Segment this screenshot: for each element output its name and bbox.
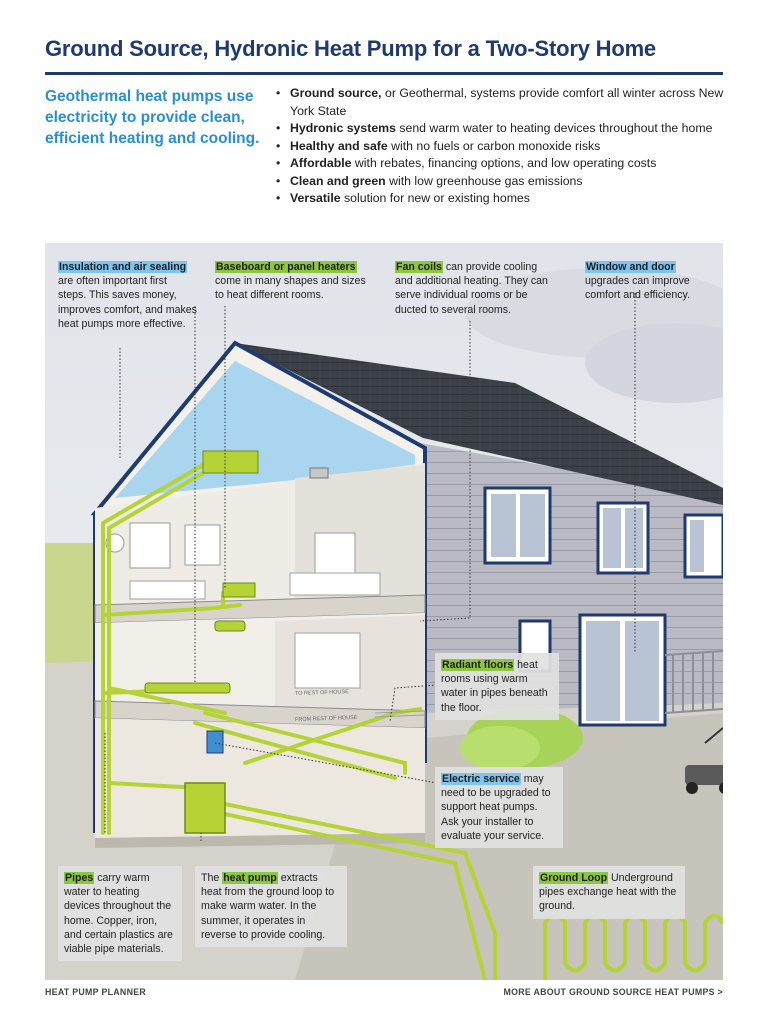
side-window <box>685 515 723 577</box>
callout-ground-loop: Ground Loop Underground pipes exchange heat with the ground. <box>533 866 685 919</box>
callout-window-door: Window and door upgrades can improve comfort and efficiency. <box>585 261 691 302</box>
benefit-item: • Clean and green with low greenhouse gas emissions <box>276 173 726 191</box>
benefit-item: • Ground source, or Geothermal, systems provide comfort all winter across New York State <box>276 85 726 120</box>
callout-electric-service: Electric service may need to be upgraded to support heat pumps. Ask your installer to evaluate your service. <box>435 767 563 848</box>
electric-panel <box>207 731 223 753</box>
ceiling-vent <box>310 468 328 478</box>
from-rest-of-house-label: FROM REST OF HOUSE <box>294 714 358 723</box>
panel-heater <box>215 621 245 631</box>
to-rest-of-house-label: TO REST OF HOUSE <box>294 689 349 697</box>
sofa <box>130 581 205 599</box>
bedroom-door <box>315 533 355 578</box>
callout-fan-coils: Fan coils can provide cooling and additional heating. They can serve individual rooms or be ducted to several rooms. <box>395 261 548 316</box>
benefit-item: • Versatile solution for new or existing homes <box>276 190 726 208</box>
page-title: Ground Source, Hydronic Heat Pump for a Two-Story Home <box>45 36 656 61</box>
house-illustration <box>45 243 723 980</box>
callout-pipes: Pipes carry warm water to heating devices throughout the home. Copper, iron, and certain plastics are viable pipe materials. <box>58 866 182 961</box>
benefit-item: • Hydronic systems send warm water to heating devices throughout the home <box>276 120 726 138</box>
bedroom-window <box>130 523 170 568</box>
callout-heat-pump: The heat pump extracts heat from the ground loop to make warm water. In the summer, it operates in reverse to provide cooling. <box>195 866 347 947</box>
fan-coil-unit <box>203 451 258 473</box>
benefit-item: • Healthy and safe with no fuels or carbon monoxide risks <box>276 138 726 156</box>
side-window <box>598 503 648 573</box>
bed <box>290 573 380 595</box>
callout-radiant-floors: Radiant floors heat rooms using warm water in pipes beneath the floor. <box>435 653 559 720</box>
footer-planner-label: HEAT PUMP PLANNER <box>45 987 147 997</box>
callout-insulation: Insulation and air sealing are often important first steps. This saves money, improves comfort, and makes heat pumps more effective. <box>58 261 197 330</box>
title-divider <box>45 72 723 75</box>
kitchen-cabinets <box>295 633 360 688</box>
bedroom-window <box>185 525 220 565</box>
benefit-item: • Affordable with rebates, financing options, and low operating costs <box>276 155 726 173</box>
baseboard-heater <box>145 683 230 693</box>
shrub <box>460 726 540 770</box>
callout-baseboard: Baseboard or panel heaters come in many shapes and sizes to heat different rooms. <box>215 261 366 302</box>
baseboard-heater <box>223 583 255 597</box>
footer-more-link[interactable]: MORE ABOUT GROUND SOURCE HEAT PUMPS > <box>503 987 723 997</box>
heat-pump-unit <box>185 783 225 833</box>
sliding-door <box>580 615 665 725</box>
side-window <box>485 488 550 563</box>
lead-text: Geothermal heat pumps use electricity to provide clean, efficient heating and cooling. <box>45 88 260 147</box>
benefit-list <box>276 85 726 208</box>
